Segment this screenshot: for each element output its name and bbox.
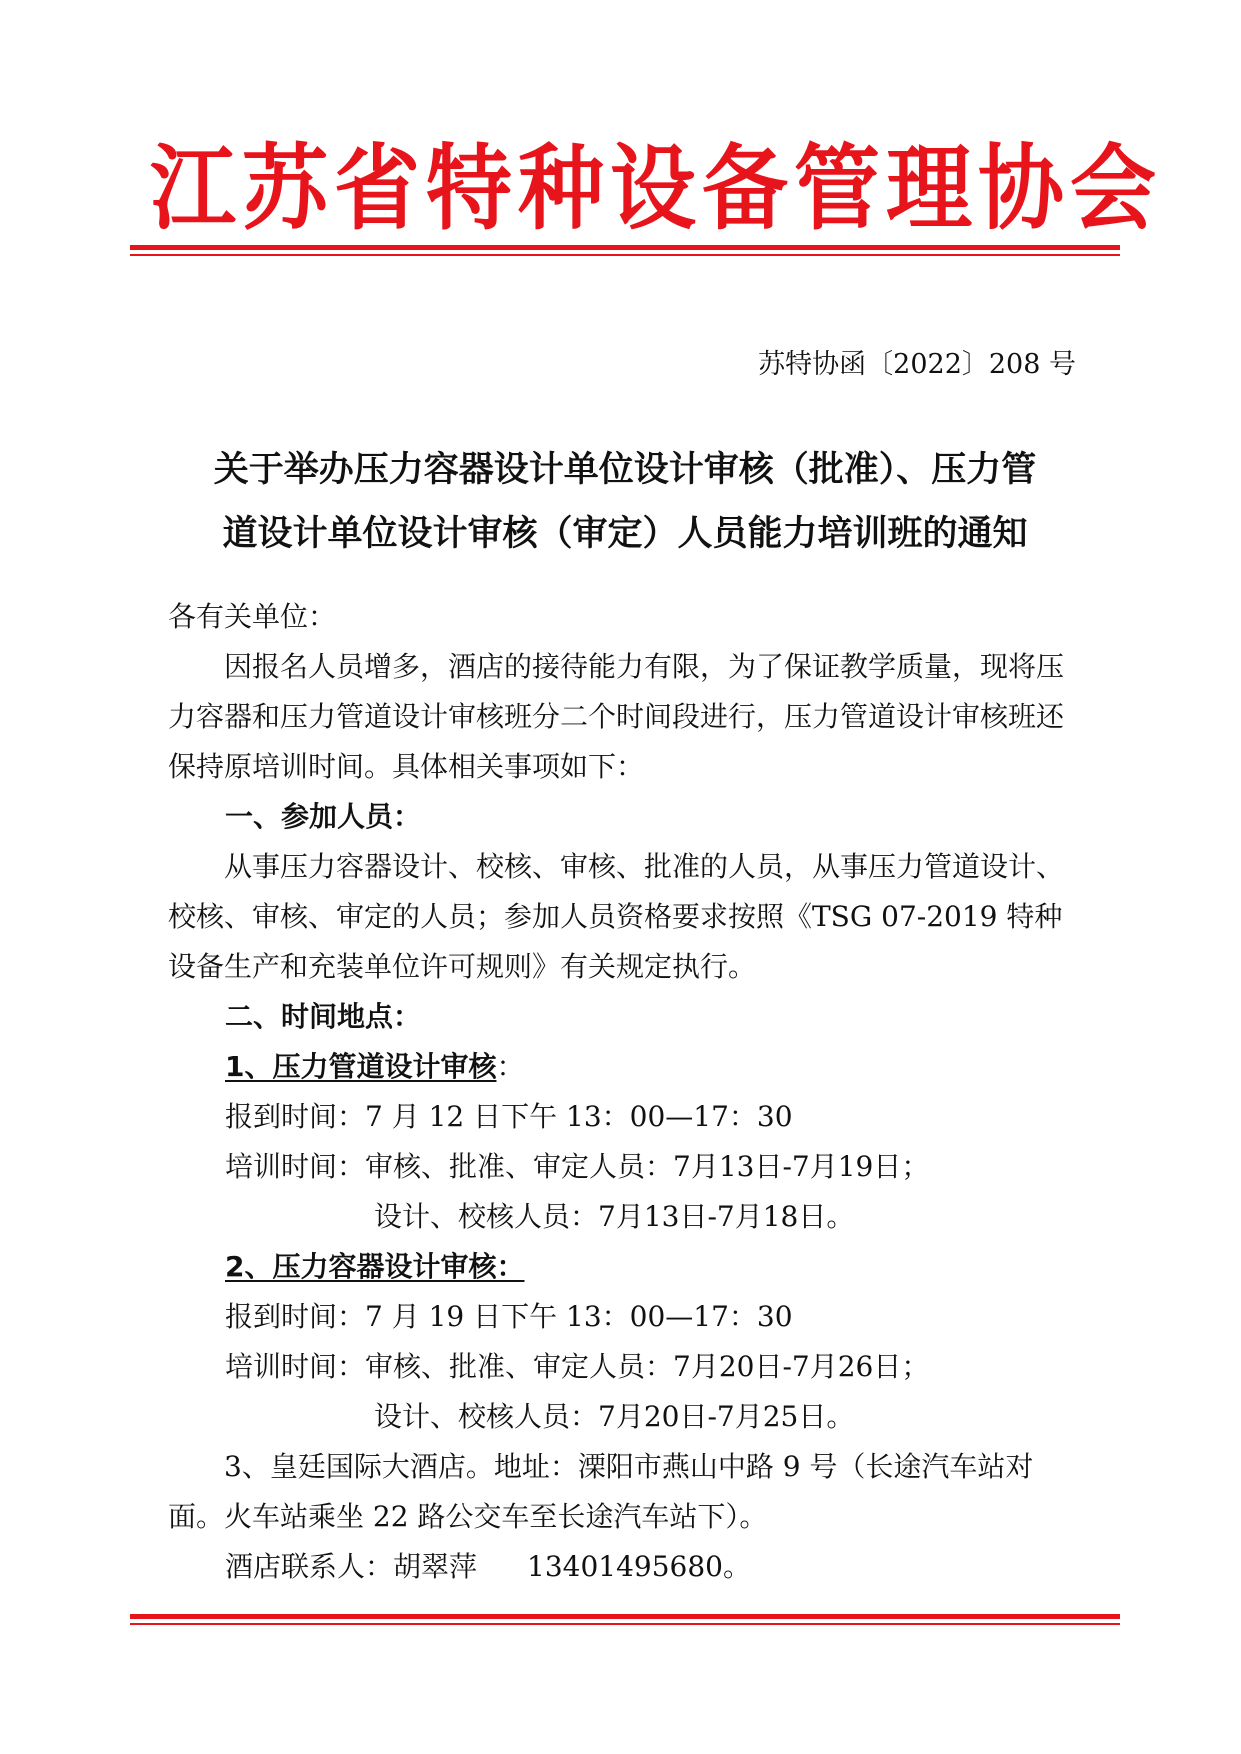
item-1-training-time-a: 培训时间：审核、批准、审定人员：7月13日-7月19日； — [225, 1150, 930, 1183]
hotel-contact-label: 酒店联系人：胡翠萍 — [225, 1550, 478, 1583]
document-number: 苏特协函〔2022〕208 号 — [758, 349, 1076, 380]
hotel-contact — [168, 1542, 1088, 1592]
item-2-heading: 2、压力容器设计审核： — [225, 1250, 525, 1283]
org-letterhead-title: 江苏省特种设备管理协会 — [150, 135, 1162, 244]
item-1-heading-colon: ： — [496, 1050, 525, 1083]
item-2-heading-line — [168, 1242, 1088, 1292]
item-2-training-time-a: 培训时间：审核、批准、审定人员：7月20日-7月26日； — [225, 1350, 930, 1383]
item-1-heading-line — [168, 1042, 1088, 1092]
document-title-line-1: 关于举办压力容器设计单位设计审核（批准）、压力管 — [213, 450, 1037, 490]
document-title — [160, 438, 1090, 566]
footer-divider-thin — [130, 1623, 1120, 1625]
hotel-contact-phone: 13401495680。 — [527, 1550, 751, 1583]
intro-paragraph: 因报名人员增多，酒店的接待能力有限，为了保证教学质量，现将压力容器和压力管道设计审核班分二个时间段进行，压力管道设计审核班还保持原培训时间。具体相关事项如下： — [168, 650, 1065, 783]
header-divider-thick — [130, 245, 1120, 250]
item-1-report-time: 报到时间：7 月 12 日下午 13：00—17：30 — [225, 1100, 793, 1133]
document-title-line-2: 道设计单位设计审核（审定）人员能力培训班的通知 — [222, 514, 1028, 554]
section-1-text: 从事压力容器设计、校核、审核、批准的人员，从事压力管道设计、校核、审核、审定的人员；参加人员资格要求按照《TSG 07-2019 特种设备生产和充装单位许可规则》有关规定执行。 — [168, 850, 1065, 983]
salutation: 各有关单位： — [168, 600, 337, 633]
item-3-hotel-address: 3、皇廷国际大酒店。地址：溧阳市燕山中路 9 号（长途汽车站对面。火车站乘坐 22 路公交车至长途汽车站下）。 — [168, 1450, 1034, 1533]
section-2-heading: 二、时间地点： — [225, 1000, 422, 1033]
item-1-heading: 1、压力管道设计审核 — [225, 1050, 497, 1083]
item-2-report-time: 报到时间：7 月 19 日下午 13：00—17：30 — [225, 1300, 793, 1333]
section-1-heading: 一、参加人员： — [225, 800, 422, 833]
item-1-training-time-b: 设计、校核人员：7月13日-7月18日。 — [374, 1200, 855, 1233]
item-2-training-time-b: 设计、校核人员：7月20日-7月25日。 — [374, 1400, 855, 1433]
document-body — [168, 592, 1088, 1592]
header-divider-thin — [130, 254, 1120, 256]
footer-divider-thick — [130, 1614, 1120, 1619]
